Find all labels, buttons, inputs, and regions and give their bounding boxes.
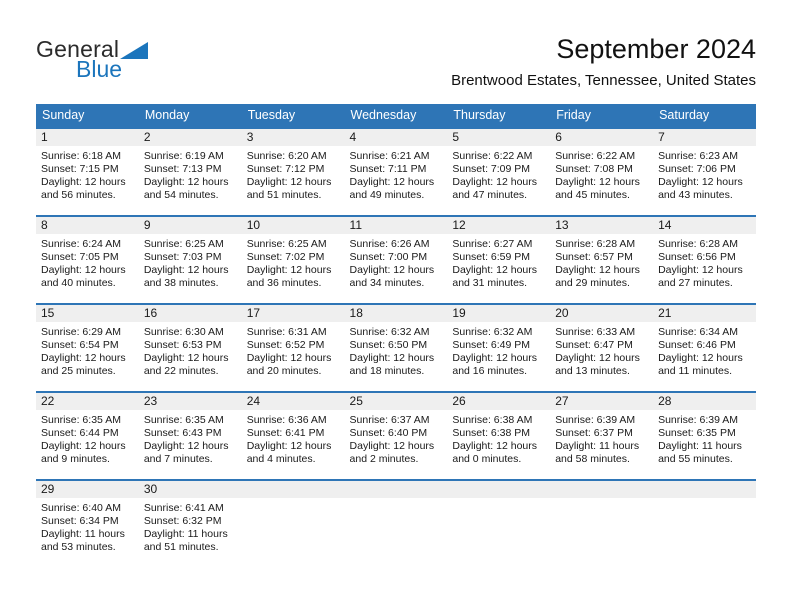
day-cell-29 — [36, 480, 139, 568]
sunset-text: Sunset: 6:34 PM — [41, 515, 119, 527]
sunrise-text: Sunrise: 6:31 AM — [246, 326, 327, 338]
sunset-text: Sunset: 6:37 PM — [555, 427, 633, 439]
logo-text-blue: Blue — [76, 56, 123, 82]
day-number: 20 — [550, 305, 653, 322]
day-number: 10 — [242, 217, 345, 234]
day-number: 29 — [36, 481, 139, 498]
day-number: 15 — [36, 305, 139, 322]
day-number: 4 — [345, 129, 448, 146]
week-row-1 — [36, 128, 756, 216]
day-cell-19 — [447, 304, 550, 392]
sunrise-text: Sunrise: 6:22 AM — [452, 150, 533, 162]
sunrise-text: Sunrise: 6:39 AM — [555, 414, 636, 426]
daylight-text: Daylight: 12 hours and 4 minutes. — [246, 440, 332, 465]
sunrise-text: Sunrise: 6:29 AM — [41, 326, 121, 338]
sunrise-text: Sunrise: 6:34 AM — [658, 326, 739, 338]
sunrise-text: Sunrise: 6:39 AM — [658, 414, 739, 426]
day-cell-17 — [242, 304, 345, 392]
day-cell-9 — [139, 216, 242, 304]
sunset-text: Sunset: 6:46 PM — [658, 339, 736, 351]
day-number: 19 — [447, 305, 550, 322]
daylight-text: Daylight: 12 hours and 18 minutes. — [349, 352, 435, 377]
sunset-text: Sunset: 7:02 PM — [246, 251, 325, 263]
day-cell-empty-1 — [242, 480, 345, 568]
sunset-text: Sunset: 6:54 PM — [41, 339, 119, 351]
day-number: 22 — [36, 393, 139, 410]
day-cell-empty-4 — [550, 480, 653, 568]
general-blue-logo — [36, 36, 148, 83]
day-cell-8 — [36, 216, 139, 304]
logo-text-general: General — [36, 36, 120, 62]
sunset-text: Sunset: 6:35 PM — [658, 427, 736, 439]
sunrise-text: Sunrise: 6:30 AM — [143, 326, 224, 338]
day-number: 28 — [653, 393, 756, 410]
daylight-text: Daylight: 12 hours and 7 minutes. — [143, 440, 229, 465]
sunrise-text: Sunrise: 6:27 AM — [452, 238, 533, 250]
weekday-header-tuesday: Tuesday — [242, 104, 345, 128]
weekday-header-wednesday: Wednesday — [345, 104, 448, 128]
daylight-text: Daylight: 12 hours and 31 minutes. — [452, 264, 538, 289]
day-cell-21 — [653, 304, 756, 392]
sunrise-text: Sunrise: 6:33 AM — [555, 326, 636, 338]
sunset-text: Sunset: 6:59 PM — [452, 251, 531, 263]
daylight-text: Daylight: 12 hours and 38 minutes. — [143, 264, 229, 289]
day-cell-10 — [242, 216, 345, 304]
day-cell-23 — [139, 392, 242, 480]
sunset-text: Sunset: 6:57 PM — [555, 251, 633, 263]
daylight-text: Daylight: 12 hours and 51 minutes. — [246, 176, 332, 201]
day-cell-12 — [447, 216, 550, 304]
daylight-text: Daylight: 12 hours and 27 minutes. — [658, 264, 743, 289]
day-cell-28 — [653, 392, 756, 480]
sunset-text: Sunset: 6:56 PM — [658, 251, 736, 263]
day-cell-7 — [653, 128, 756, 216]
sunset-text: Sunset: 7:05 PM — [41, 251, 119, 263]
daylight-text: Daylight: 12 hours and 56 minutes. — [41, 176, 126, 201]
sunrise-text: Sunrise: 6:28 AM — [555, 238, 636, 250]
day-number: 18 — [345, 305, 448, 322]
daylight-text: Daylight: 12 hours and 43 minutes. — [658, 176, 743, 201]
daylight-text: Daylight: 11 hours and 51 minutes. — [143, 528, 228, 553]
weekday-header-sunday: Sunday — [36, 104, 139, 128]
day-number: 30 — [139, 481, 242, 498]
day-number: 5 — [447, 129, 550, 146]
day-cell-20 — [550, 304, 653, 392]
sunset-text: Sunset: 7:11 PM — [349, 163, 427, 175]
sunrise-text: Sunrise: 6:41 AM — [143, 502, 224, 514]
day-number — [550, 481, 653, 498]
daylight-text: Daylight: 12 hours and 40 minutes. — [41, 264, 126, 289]
sunset-text: Sunset: 6:38 PM — [452, 427, 531, 439]
daylight-text: Daylight: 12 hours and 20 minutes. — [246, 352, 332, 377]
sunset-text: Sunset: 7:00 PM — [349, 251, 428, 263]
sunset-text: Sunset: 6:53 PM — [143, 339, 222, 351]
sunset-text: Sunset: 7:15 PM — [41, 163, 119, 175]
sunset-text: Sunset: 6:43 PM — [143, 427, 222, 439]
daylight-text: Daylight: 12 hours and 22 minutes. — [143, 352, 229, 377]
day-number — [345, 481, 448, 498]
week-row-5 — [36, 480, 756, 568]
page-subtitle: Brentwood Estates, Tennessee, United States — [451, 72, 756, 89]
day-cell-15 — [36, 304, 139, 392]
day-number: 11 — [345, 217, 448, 234]
sunrise-text: Sunrise: 6:37 AM — [349, 414, 430, 426]
day-number: 9 — [139, 217, 242, 234]
sunrise-text: Sunrise: 6:23 AM — [658, 150, 739, 162]
day-number — [447, 481, 550, 498]
sunrise-text: Sunrise: 6:38 AM — [452, 414, 533, 426]
day-cell-empty-2 — [345, 480, 448, 568]
sunset-text: Sunset: 7:09 PM — [452, 163, 531, 175]
day-cell-empty-5 — [653, 480, 756, 568]
sunrise-text: Sunrise: 6:32 AM — [452, 326, 533, 338]
day-cell-18 — [345, 304, 448, 392]
sunset-text: Sunset: 6:47 PM — [555, 339, 633, 351]
day-cell-4 — [345, 128, 448, 216]
daylight-text: Daylight: 12 hours and 9 minutes. — [41, 440, 126, 465]
day-number: 8 — [36, 217, 139, 234]
page-header — [451, 33, 756, 89]
weekday-header-friday: Friday — [550, 104, 653, 128]
sunset-text: Sunset: 6:44 PM — [41, 427, 119, 439]
logo-triangle-icon — [120, 42, 148, 59]
sunrise-text: Sunrise: 6:21 AM — [349, 150, 430, 162]
day-cell-30 — [139, 480, 242, 568]
sunrise-text: Sunrise: 6:25 AM — [246, 238, 327, 250]
day-number: 12 — [447, 217, 550, 234]
daylight-text: Daylight: 12 hours and 25 minutes. — [41, 352, 126, 377]
day-number: 24 — [242, 393, 345, 410]
sunset-text: Sunset: 7:08 PM — [555, 163, 633, 175]
sunset-text: Sunset: 6:32 PM — [143, 515, 222, 527]
daylight-text: Daylight: 12 hours and 13 minutes. — [555, 352, 640, 377]
sunset-text: Sunset: 6:49 PM — [452, 339, 531, 351]
daylight-text: Daylight: 12 hours and 29 minutes. — [555, 264, 640, 289]
day-number — [653, 481, 756, 498]
daylight-text: Daylight: 11 hours and 53 minutes. — [41, 528, 125, 553]
sunrise-text: Sunrise: 6:32 AM — [349, 326, 430, 338]
daylight-text: Daylight: 12 hours and 45 minutes. — [555, 176, 640, 201]
daylight-text: Daylight: 12 hours and 16 minutes. — [452, 352, 538, 377]
day-cell-11 — [345, 216, 448, 304]
sunrise-text: Sunrise: 6:19 AM — [143, 150, 224, 162]
weekday-header-saturday: Saturday — [653, 104, 756, 128]
day-number: 7 — [653, 129, 756, 146]
sunrise-text: Sunrise: 6:35 AM — [143, 414, 224, 426]
sunset-text: Sunset: 7:13 PM — [143, 163, 222, 175]
sunrise-text: Sunrise: 6:28 AM — [658, 238, 739, 250]
sunset-text: Sunset: 6:41 PM — [246, 427, 325, 439]
daylight-text: Daylight: 12 hours and 2 minutes. — [349, 440, 435, 465]
week-row-2 — [36, 216, 756, 304]
day-number — [242, 481, 345, 498]
daylight-text: Daylight: 12 hours and 0 minutes. — [452, 440, 538, 465]
weekday-header-row — [36, 104, 756, 128]
day-cell-6 — [550, 128, 653, 216]
day-cell-25 — [345, 392, 448, 480]
day-number: 16 — [139, 305, 242, 322]
day-number: 23 — [139, 393, 242, 410]
day-number: 1 — [36, 129, 139, 146]
sunrise-text: Sunrise: 6:18 AM — [41, 150, 121, 162]
day-cell-1 — [36, 128, 139, 216]
day-cell-2 — [139, 128, 242, 216]
day-cell-5 — [447, 128, 550, 216]
calendar-table — [36, 104, 756, 568]
day-number: 14 — [653, 217, 756, 234]
daylight-text: Daylight: 12 hours and 47 minutes. — [452, 176, 538, 201]
weekday-header-monday: Monday — [139, 104, 242, 128]
sunrise-text: Sunrise: 6:20 AM — [246, 150, 327, 162]
sunrise-text: Sunrise: 6:35 AM — [41, 414, 121, 426]
page-title: September 2024 — [556, 34, 756, 64]
sunrise-text: Sunrise: 6:40 AM — [41, 502, 121, 514]
daylight-text: Daylight: 12 hours and 54 minutes. — [143, 176, 229, 201]
sunset-text: Sunset: 6:52 PM — [246, 339, 325, 351]
day-cell-empty-3 — [447, 480, 550, 568]
day-number: 26 — [447, 393, 550, 410]
day-cell-16 — [139, 304, 242, 392]
day-cell-14 — [653, 216, 756, 304]
day-number: 6 — [550, 129, 653, 146]
day-cell-22 — [36, 392, 139, 480]
sunset-text: Sunset: 6:40 PM — [349, 427, 428, 439]
daylight-text: Daylight: 12 hours and 34 minutes. — [349, 264, 435, 289]
day-number: 27 — [550, 393, 653, 410]
day-number: 13 — [550, 217, 653, 234]
sunrise-text: Sunrise: 6:22 AM — [555, 150, 636, 162]
day-number: 25 — [345, 393, 448, 410]
day-number: 2 — [139, 129, 242, 146]
sunrise-text: Sunrise: 6:24 AM — [41, 238, 121, 250]
daylight-text: Daylight: 12 hours and 49 minutes. — [349, 176, 435, 201]
day-cell-3 — [242, 128, 345, 216]
day-cell-26 — [447, 392, 550, 480]
sunrise-text: Sunrise: 6:36 AM — [246, 414, 327, 426]
sunset-text: Sunset: 7:12 PM — [246, 163, 325, 175]
week-row-4 — [36, 392, 756, 480]
day-number: 3 — [242, 129, 345, 146]
sunset-text: Sunset: 7:03 PM — [143, 251, 222, 263]
weekday-header-thursday: Thursday — [447, 104, 550, 128]
day-cell-13 — [550, 216, 653, 304]
day-cell-24 — [242, 392, 345, 480]
sunrise-text: Sunrise: 6:25 AM — [143, 238, 224, 250]
week-row-3 — [36, 304, 756, 392]
sunset-text: Sunset: 7:06 PM — [658, 163, 736, 175]
day-number: 17 — [242, 305, 345, 322]
daylight-text: Daylight: 12 hours and 11 minutes. — [658, 352, 743, 377]
daylight-text: Daylight: 11 hours and 55 minutes. — [658, 440, 742, 465]
day-number: 21 — [653, 305, 756, 322]
day-cell-27 — [550, 392, 653, 480]
sunset-text: Sunset: 6:50 PM — [349, 339, 428, 351]
daylight-text: Daylight: 12 hours and 36 minutes. — [246, 264, 332, 289]
sunrise-text: Sunrise: 6:26 AM — [349, 238, 430, 250]
daylight-text: Daylight: 11 hours and 58 minutes. — [555, 440, 640, 465]
